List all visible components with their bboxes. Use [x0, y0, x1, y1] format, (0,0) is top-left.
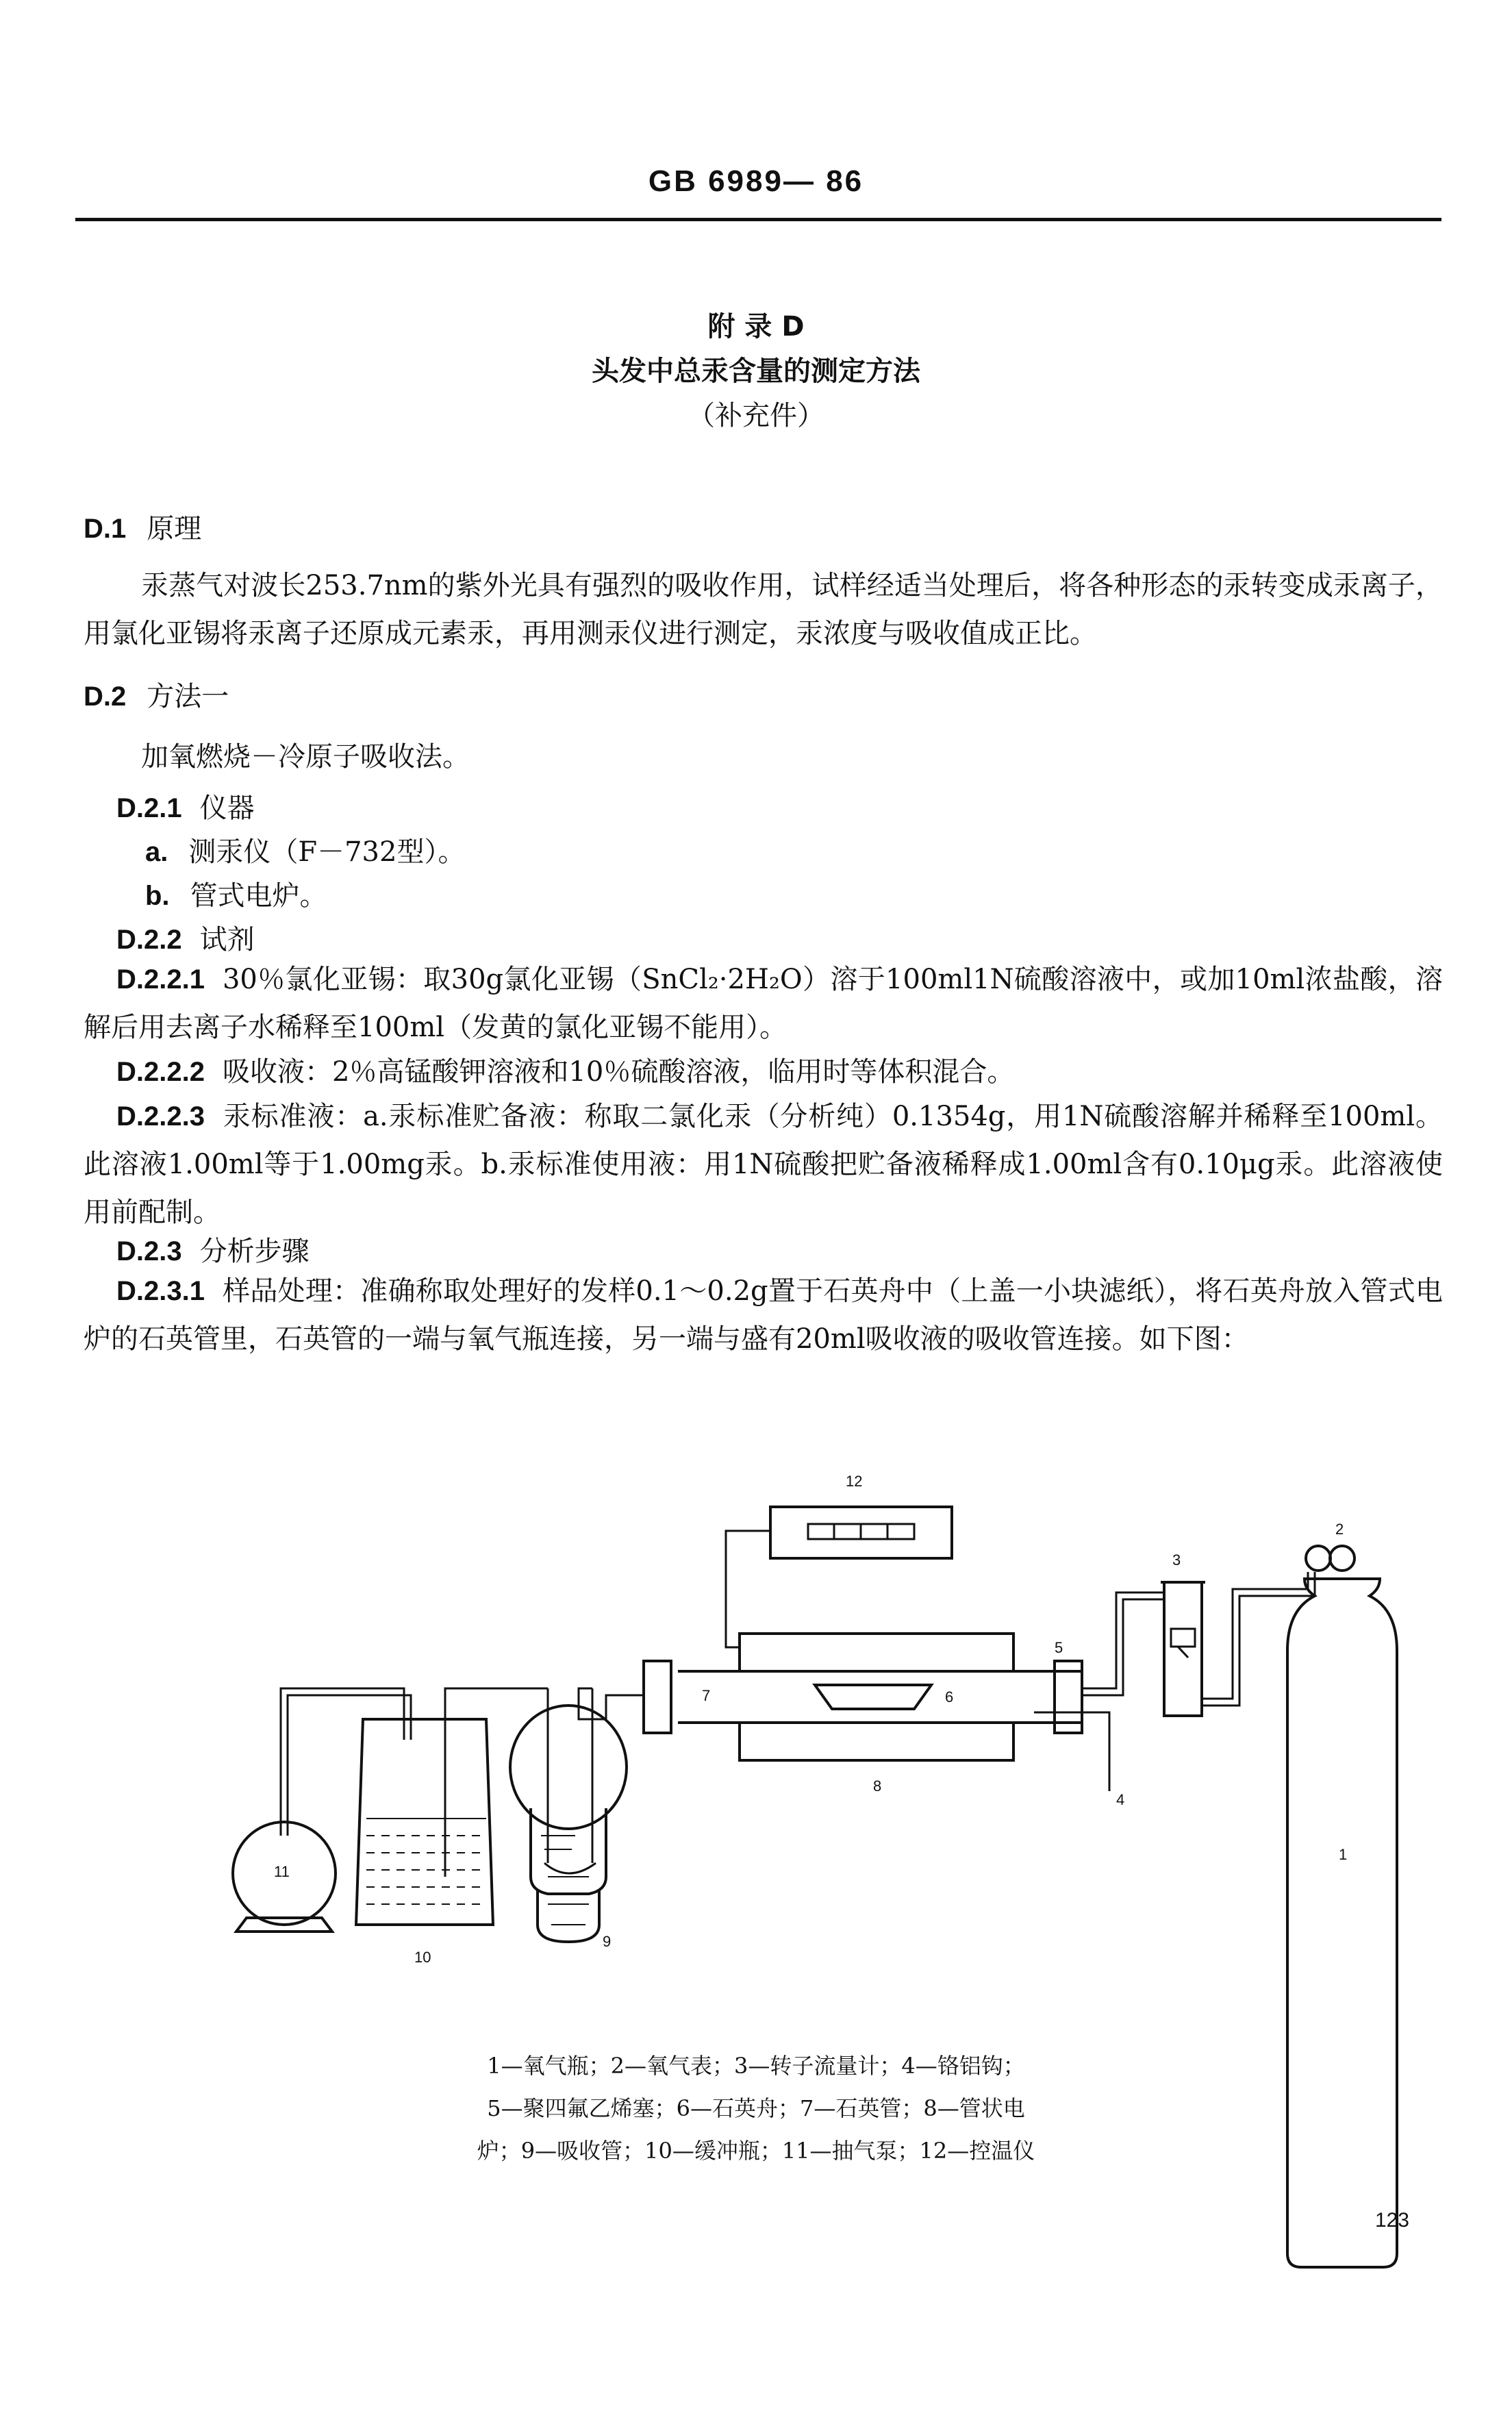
section-number: D.2.2.2 — [116, 1057, 205, 1087]
section-number: D.2.3 — [116, 1236, 182, 1266]
caption-line-2: 5—聚四氟乙烯塞；6—石英舟；7—石英管；8—管状电 — [487, 2095, 1025, 2121]
section-title: 原理 — [147, 513, 202, 545]
list-item-a — [145, 830, 465, 869]
section-text-d2: 加氧燃烧－冷原子吸收法。 — [141, 741, 470, 773]
diagram-label-6: 6 — [945, 1688, 954, 1706]
section-text: 汞标准液：a.汞标准贮备液：称取二氯化汞（分析纯）0.1354g，用1N硫酸溶解并稀释至100ml。此溶液1.00ml等于1.00mg汞。b.汞标准使用液：用1N硫酸把贮备液稀释成1.00ml含有0.10μg汞。此溶液使用前配制。 — [84, 1101, 1443, 1228]
diagram-label-10: 10 — [414, 1949, 431, 1966]
diagram-label-12: 12 — [846, 1473, 863, 1490]
section-number: D.2.2.1 — [116, 964, 205, 995]
page-number: 123 — [1374, 2209, 1409, 2232]
section-number: D.2.3.1 — [116, 1276, 205, 1306]
buffer-bottle — [281, 1688, 493, 1925]
ptfe-plug-left — [644, 1661, 671, 1733]
item-label: b. — [145, 881, 170, 911]
diagram-label-2: 2 — [1335, 1521, 1344, 1538]
section-text: 30％氯化亚锡：取30g氯化亚锡（SnCl₂·2H₂O）溶于100ml1N硫酸溶液中，或加10ml浓盐酸，溶解后用去离子水稀释至100ml（发黄的氯化亚锡不能用）。 — [84, 964, 1443, 1043]
item-text: 管式电炉。 — [190, 880, 327, 912]
section-d223 — [84, 1092, 1443, 1236]
section-heading-d21 — [116, 786, 255, 825]
list-item-b — [145, 874, 327, 913]
caption-line-1: 1—氧气瓶；2—氧气表；3—转子流量计；4—铬铝钩； — [487, 2053, 1025, 2079]
item-label: a. — [145, 837, 168, 867]
section-heading-d23 — [116, 1229, 310, 1269]
diagram-label-7: 7 — [702, 1687, 711, 1704]
rotameter — [1161, 1582, 1205, 1716]
section-number: D.2 — [84, 682, 127, 712]
diagram-label-5: 5 — [1055, 1639, 1063, 1656]
section-title: 分析步骤 — [199, 1236, 310, 1267]
section-text: 吸收液：2％高锰酸钾溶液和10％硫酸溶液，临用时等体积混合。 — [222, 1056, 1015, 1088]
section-text: 样品处理：准确称取处理好的发样0.1～0.2g置于石英舟中（上盖一小块滤纸），将石英舟放入管式电炉的石英管里，石英管的一端与氧气瓶连接，另一端与盛有20ml吸收液的吸收管连接。如下图： — [84, 1275, 1443, 1355]
section-d231 — [84, 1267, 1443, 1363]
diagram-label-8: 8 — [873, 1777, 882, 1795]
appendix-note: （补充件） — [688, 400, 824, 432]
quartz-tube — [678, 1671, 1082, 1723]
section-number: D.2.2 — [116, 925, 182, 955]
quartz-boat — [815, 1685, 931, 1709]
section-number: D.2.1 — [116, 793, 182, 823]
tube-furnace — [740, 1634, 1013, 1760]
oxygen-gauge — [1306, 1546, 1354, 1571]
appendix-label: 附 录 D — [707, 311, 805, 342]
standard-code: GB 6989— 86 — [648, 164, 864, 198]
diagram-label-3: 3 — [1172, 1551, 1181, 1569]
appendix-title: 头发中总汞含量的测定方法 — [592, 355, 920, 387]
diagram-label-1: 1 — [1339, 1846, 1348, 1863]
caption-line-3: 炉；9—吸收管；10—缓冲瓶；11—抽气泵；12—控温仪 — [477, 2138, 1035, 2164]
section-number: D.2.2.3 — [116, 1101, 205, 1132]
section-heading-d2 — [84, 675, 229, 714]
section-title: 试剂 — [199, 924, 255, 955]
temperature-controller — [726, 1507, 952, 1647]
diagram-label-4: 4 — [1116, 1791, 1125, 1808]
chromium-aluminum-hook — [1034, 1712, 1109, 1791]
diagram-label-11: 11 — [274, 1863, 290, 1880]
diagram-label-9: 9 — [603, 1933, 612, 1950]
section-d221 — [84, 955, 1443, 1051]
section-heading-d1 — [84, 507, 201, 546]
section-d222 — [84, 1048, 1443, 1096]
section-number: D.1 — [84, 514, 127, 544]
apparatus-diagram — [205, 1452, 1438, 2411]
section-heading-d22 — [116, 918, 255, 957]
section-title: 方法一 — [147, 681, 229, 712]
header-rule — [75, 218, 1441, 221]
absorption-tube — [510, 1688, 627, 1942]
section-title: 仪器 — [199, 792, 255, 824]
section-text-d1: 汞蒸气对波长253.7nm的紫外光具有强烈的吸收作用，试样经适当处理后，将各种形态的汞转变成汞离子，用氯化亚锡将汞离子还原成元素汞，再用测汞仪进行测定，汞浓度与吸收值成正比。 — [84, 570, 1443, 649]
item-text: 测汞仪（F－732型）。 — [188, 836, 466, 868]
